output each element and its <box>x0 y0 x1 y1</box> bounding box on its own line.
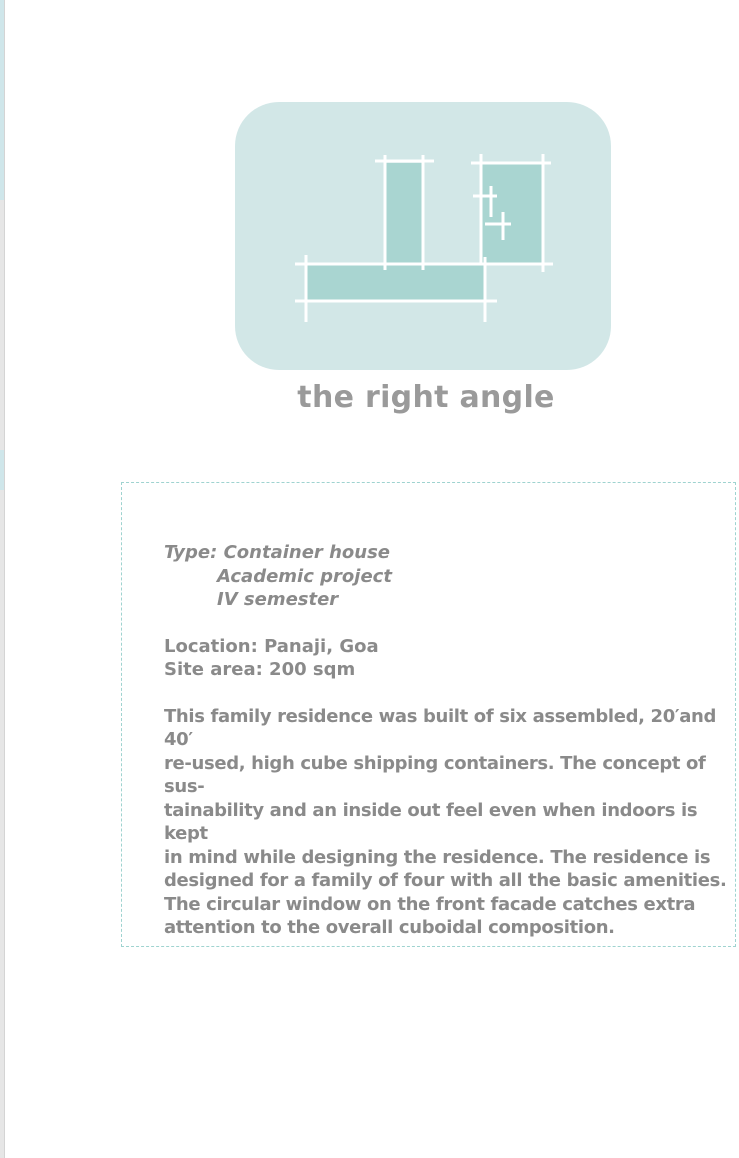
project-semester: IV semester <box>217 589 339 610</box>
right-angle-logo-icon <box>235 102 611 370</box>
project-details <box>164 541 736 940</box>
page-edge-line <box>4 0 5 1158</box>
project-location: Location: Panaji, Goa <box>164 635 379 657</box>
logo-horizontal-block <box>306 264 485 301</box>
logo-title: the right angle <box>297 380 555 415</box>
project-meta <box>164 635 736 682</box>
project-type: Type: Container house <box>164 542 390 563</box>
project-category: Academic project <box>217 565 392 587</box>
logo-vertical-block <box>385 163 423 264</box>
logo-mark <box>235 102 611 370</box>
project-site-area: Site area: 200 sqm <box>164 659 356 680</box>
project-description: This family residence was built of six assembled, 20′and 40′ re-used, high cube shipping containers. The concept of sus- tainability and an inside out feel even when indoors is kept in mind while designing the residence. The residence is designed for a family of four with all the basic amenities. The circular window on the front facade catches extra attention to the overall cuboidal composition. <box>164 705 727 938</box>
project-type-block <box>164 541 736 612</box>
